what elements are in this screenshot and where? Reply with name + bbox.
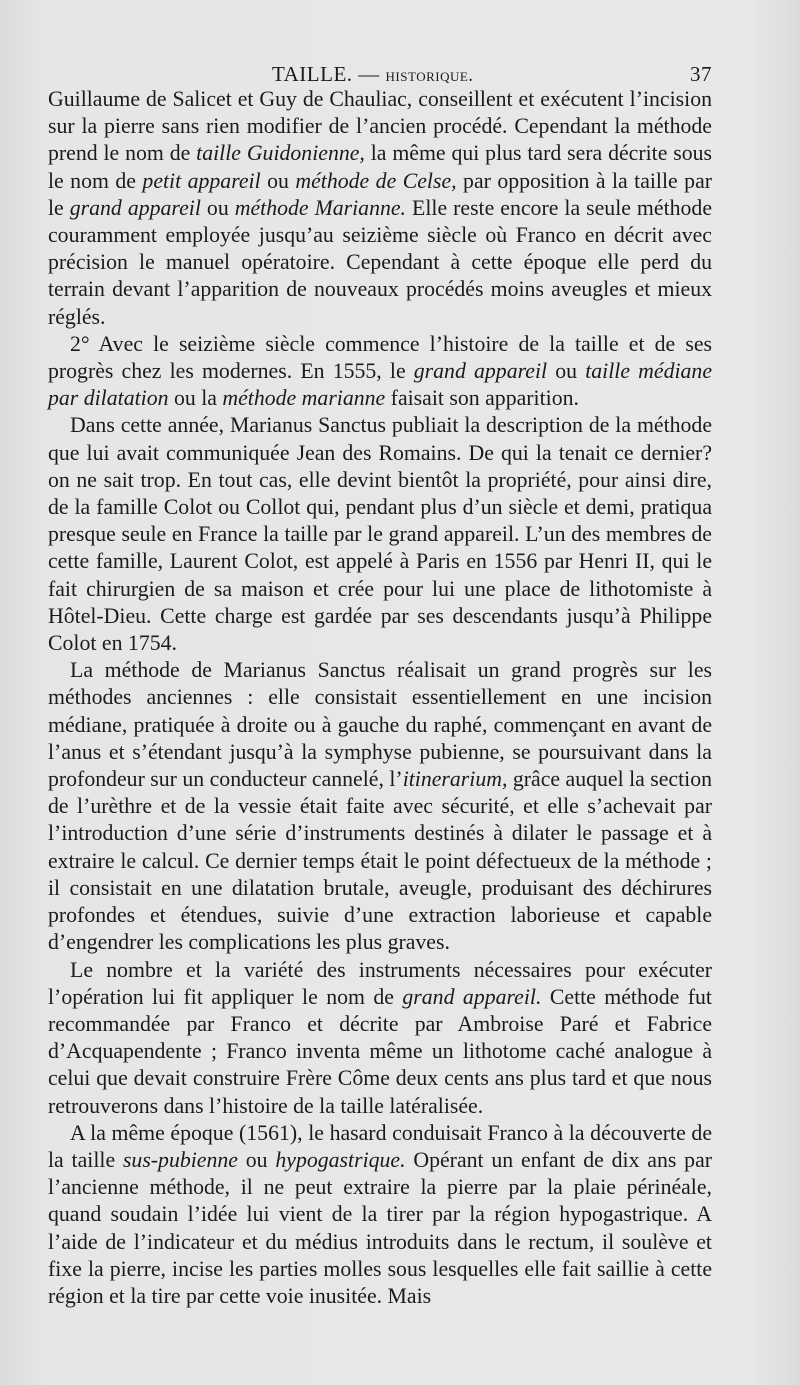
running-title: [272, 62, 474, 87]
italic-text: taille Guidonienne,: [196, 141, 365, 166]
text-run: Guillaume de Salicet et Guy de Chauliac, conseillent et exécutent l’incision sur la pierre sans rien modifier de l’ancien procédé. Cependant la méthode prend le nom de: [48, 87, 712, 166]
paragraph: [48, 657, 712, 956]
paragraph: [48, 957, 712, 1120]
text-run: par opposition à la taille par le: [48, 168, 712, 220]
italic-text: grand appareil.: [402, 984, 542, 1009]
paragraph: [48, 1120, 712, 1310]
text-run: la même qui plus tard sera décrite sous le nom de: [48, 141, 713, 193]
body-text: [48, 86, 712, 1310]
text-run: ou: [547, 359, 586, 384]
paragraph: [48, 86, 712, 331]
italic-text: méthode de Celse,: [295, 168, 457, 193]
italic-text: grand appareil: [413, 359, 548, 384]
italic-text: hypogastrique.: [275, 1147, 406, 1172]
paragraph: [48, 412, 712, 657]
text-run: ou la: [168, 386, 223, 411]
text-run: ou: [200, 195, 235, 220]
italic-text: taille médiane par dilatation: [48, 359, 712, 411]
text-run: 2° Avec le seizième siècle commence l’histoire de la taille et de ses progrès chez les modernes. En 1555, le: [48, 331, 712, 384]
text-run: A la même époque (1561), le hasard conduisait Franco à la découverte de la taille: [48, 1120, 712, 1172]
paragraph: [48, 331, 712, 413]
text-run: Le nombre et la variété des instruments nécessaires pour exécuter l’opération lui fit appliquer le nom de: [48, 957, 712, 1009]
page-number: 37: [690, 62, 712, 86]
text-run: La méthode de Marianus Sanctus réalisait un grand progrès sur les méthodes anciennes : elle consistait essentiellement en une incision médiane, pratiquée à droite ou à gauche du raphé, commençant en avant de l’anus et s’étendant jusqu’à la symphyse pubienne, se poursuivant dans la profondeur sur un conducteur cannelé, l’: [48, 658, 712, 792]
running-title-sub: historique.: [385, 65, 474, 86]
text-run: Elle reste encore la seule méthode couramment employée jusqu’au seizième siècle où Franco en décrit avec précision le manuel opératoire. Cependant à cette époque elle perd du terrain devant l’apparition de nouveaux procédés moins aveugles et mieux réglés.: [48, 195, 712, 329]
text-run: ou: [237, 1147, 276, 1172]
text-run: Dans cette année, Marianus Sanctus publiait la description de la méthode que lui avait communiquée Jean des Romains. De qui la tenait ce dernier? on ne sait trop. En tout cas, elle devint bientôt la propriété, pour ainsi dire, de la famille Colot ou Collot qui, pendant plus d’un siècle et demi, pratiqua presque seule en France la taille par le grand appareil. L’un des membres de cette famille, Laurent Colot, est appelé à Paris en 1556 par Henri II, qui le fait chirurgien de sa maison et crée pour lui une place de lithotomiste à Hôtel-Dieu. Cette charge est gardée par ses descendants jusqu’à Philippe Colot en 1754.: [48, 413, 712, 656]
text-run: faisait son apparition.: [385, 386, 579, 411]
italic-text: méthode Marianne.: [234, 195, 407, 220]
text-run: grâce auquel la section de l’urèthre et de la vessie était faite avec sécurité, et elle s’achevait par l’introduction d’une série d’instruments destinés à dilater le passage et à extraire le calcul. Ce dernier temps était le point défectueux de la méthode ; il consistait en une dilatation brutale, aveugle, produisant des déchirures profondes et étendues, suivie d’une extraction laborieuse et capable d’engendrer les complications les plus graves.: [48, 767, 712, 955]
text-run: Opérant un enfant de dix ans par l’ancienne méthode, il ne peut extraire la pierre par la plaie périnéale, quand soudain l’idée lui vient de la tirer par la région hypogastrique. A l’aide de l’indicateur et du médius introduits dans le rectum, il soulève et fixe la pierre, incise les parties molles sous lesquelles elle fait saillie à cette région et la tire par cette voie inusitée. Mais: [48, 1147, 713, 1308]
italic-text: sus-pubienne: [122, 1147, 238, 1172]
italic-text: petit appareil: [142, 168, 261, 193]
italic-text: grand appareil: [69, 195, 201, 220]
running-title-main: TAILLE. —: [272, 62, 380, 86]
italic-text: méthode marianne: [222, 386, 386, 411]
italic-text: itinerarium,: [402, 767, 508, 792]
text-run: ou: [260, 168, 296, 193]
text-run: Cette méthode fut recommandée par Franco et décrite par Ambroise Paré et Fabrice d’Acquapendente ; Franco inventa même un lithotome caché analogue à celui que devait construire Frère Côme deux cents ans plus tard et que nous retrouverons dans l’histoire de la taille latéralisée.: [48, 984, 712, 1118]
